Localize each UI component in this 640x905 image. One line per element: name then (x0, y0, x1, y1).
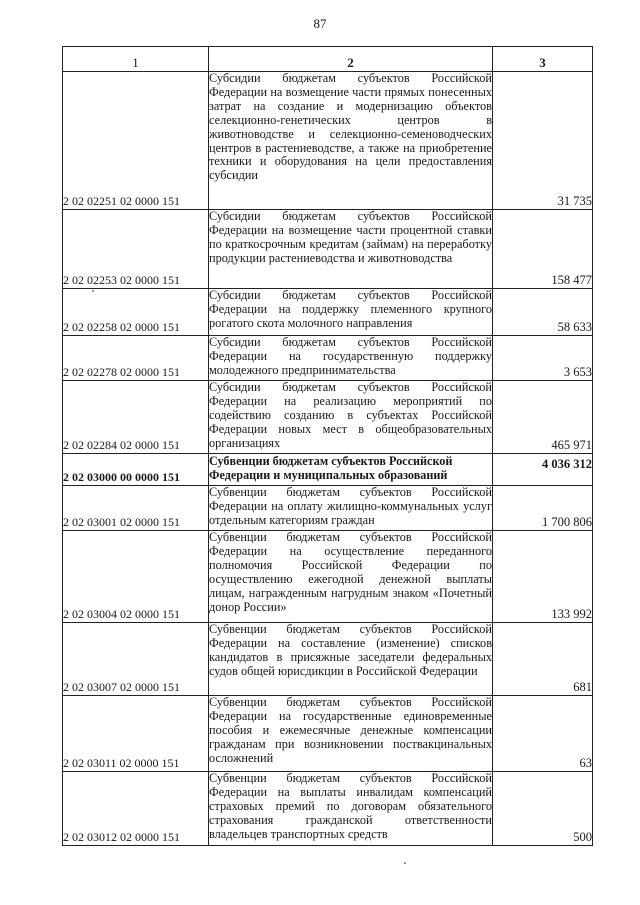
budget-code: 2 02 03007 02 0000 151 (63, 623, 209, 696)
table-row-total (63, 454, 593, 486)
budget-description: Субсидии бюджетам субъектов Российской Федерации на реализацию мероприятий по содействию созданию в субъектах Российской Федерации новых мест в общеобразовательных организациях (209, 381, 493, 454)
budget-amount: 63 (493, 696, 593, 772)
budget-table (62, 46, 593, 846)
table-row (63, 772, 593, 846)
budget-code: 2 02 02251 02 0000 151 (63, 72, 209, 210)
budget-code: 2 02 02278 02 0000 151 (63, 336, 209, 381)
table-row (63, 623, 593, 696)
budget-description: Субсидии бюджетам субъектов Российской Федерации на государственную поддержку молодежного предпринимательства (209, 336, 493, 381)
budget-description: Субсидии бюджетам субъектов Российской Федерации на возмещение части процентной ставки по краткосрочным кредитам (займам) на переработку продукции растениеводства и животноводства (209, 210, 493, 289)
table-row (63, 289, 593, 336)
budget-code: 2 02 02284 02 0000 151 (63, 381, 209, 454)
budget-code: 2 02 03012 02 0000 151 (63, 772, 209, 846)
table-row (63, 696, 593, 772)
column-header-3: 3 (493, 47, 593, 72)
budget-amount: 158 477 (493, 210, 593, 289)
budget-code: 2 02 03000 00 0000 151 (63, 454, 209, 486)
table-row (63, 531, 593, 623)
budget-amount: 4 036 312 (493, 454, 593, 486)
scan-speck (404, 862, 406, 864)
budget-amount: 133 992 (493, 531, 593, 623)
budget-amount: 1 700 806 (493, 486, 593, 531)
budget-code: 2 02 02253 02 0000 151 (63, 210, 209, 289)
budget-code: 2 02 03004 02 0000 151 (63, 531, 209, 623)
budget-amount: 3 653 (493, 336, 593, 381)
budget-description: Субвенции бюджетам субъектов Российской Федерации на осуществление переданного полномочия Российской Федерации по осуществлению ежегодной денежной выплаты лицам, награжденным нагрудным знаком «Почетный донор России» (209, 531, 493, 623)
column-header-1: 1 (63, 47, 209, 72)
budget-amount: 681 (493, 623, 593, 696)
table-row (63, 210, 593, 289)
table-row (63, 381, 593, 454)
budget-code: 2 02 03011 02 0000 151 (63, 696, 209, 772)
budget-description: Субвенции бюджетам субъектов Российской Федерации и муниципальных образований (209, 454, 493, 486)
budget-amount: 465 971 (493, 381, 593, 454)
budget-amount: 58 633 (493, 289, 593, 336)
budget-description: Субвенции бюджетам субъектов Российской Федерации на оплату жилищно-коммунальных услуг отдельным категориям граждан (209, 486, 493, 531)
table-row (63, 72, 593, 210)
budget-description: Субвенции бюджетам субъектов Российской Федерации на составление (изменение) списков кандидатов в присяжные заседатели федеральных судов общей юрисдикции в Российской Федерации (209, 623, 493, 696)
budget-description: Субвенции бюджетам субъектов Российской Федерации на государственные единовременные пособия и ежемесячные денежные компенсации гражданам при возникновении поствакцинальных осложнений (209, 696, 493, 772)
budget-amount: 31 735 (493, 72, 593, 210)
budget-description: Субвенции бюджетам субъектов Российской Федерации на выплаты инвалидам компенсаций страховых премий по договорам обязательного страхования гражданской ответственности владельцев транспортных средств (209, 772, 493, 846)
table-row (63, 486, 593, 531)
budget-description: Субсидии бюджетам субъектов Российской Федерации на поддержку племенного крупного рогатого скота молочного направления (209, 289, 493, 336)
scan-speck (92, 290, 94, 292)
page-number: 87 (313, 16, 327, 31)
column-header-2: 2 (209, 47, 493, 72)
table-header-row (63, 47, 593, 72)
budget-description: Субсидии бюджетам субъектов Российской Федерации на возмещение части прямых понесенных затрат на создание и модернизацию объектов селекционно-генетических центров в животноводстве и селекционно-семеноводческих центров в растениеводстве, а также на приобретение техники и оборудования на цели предоставления субсидии (209, 72, 493, 210)
budget-code: 2 02 03001 02 0000 151 (63, 486, 209, 531)
budget-code: 2 02 02258 02 0000 151 (63, 289, 209, 336)
budget-amount: 500 (493, 772, 593, 846)
table-row (63, 336, 593, 381)
